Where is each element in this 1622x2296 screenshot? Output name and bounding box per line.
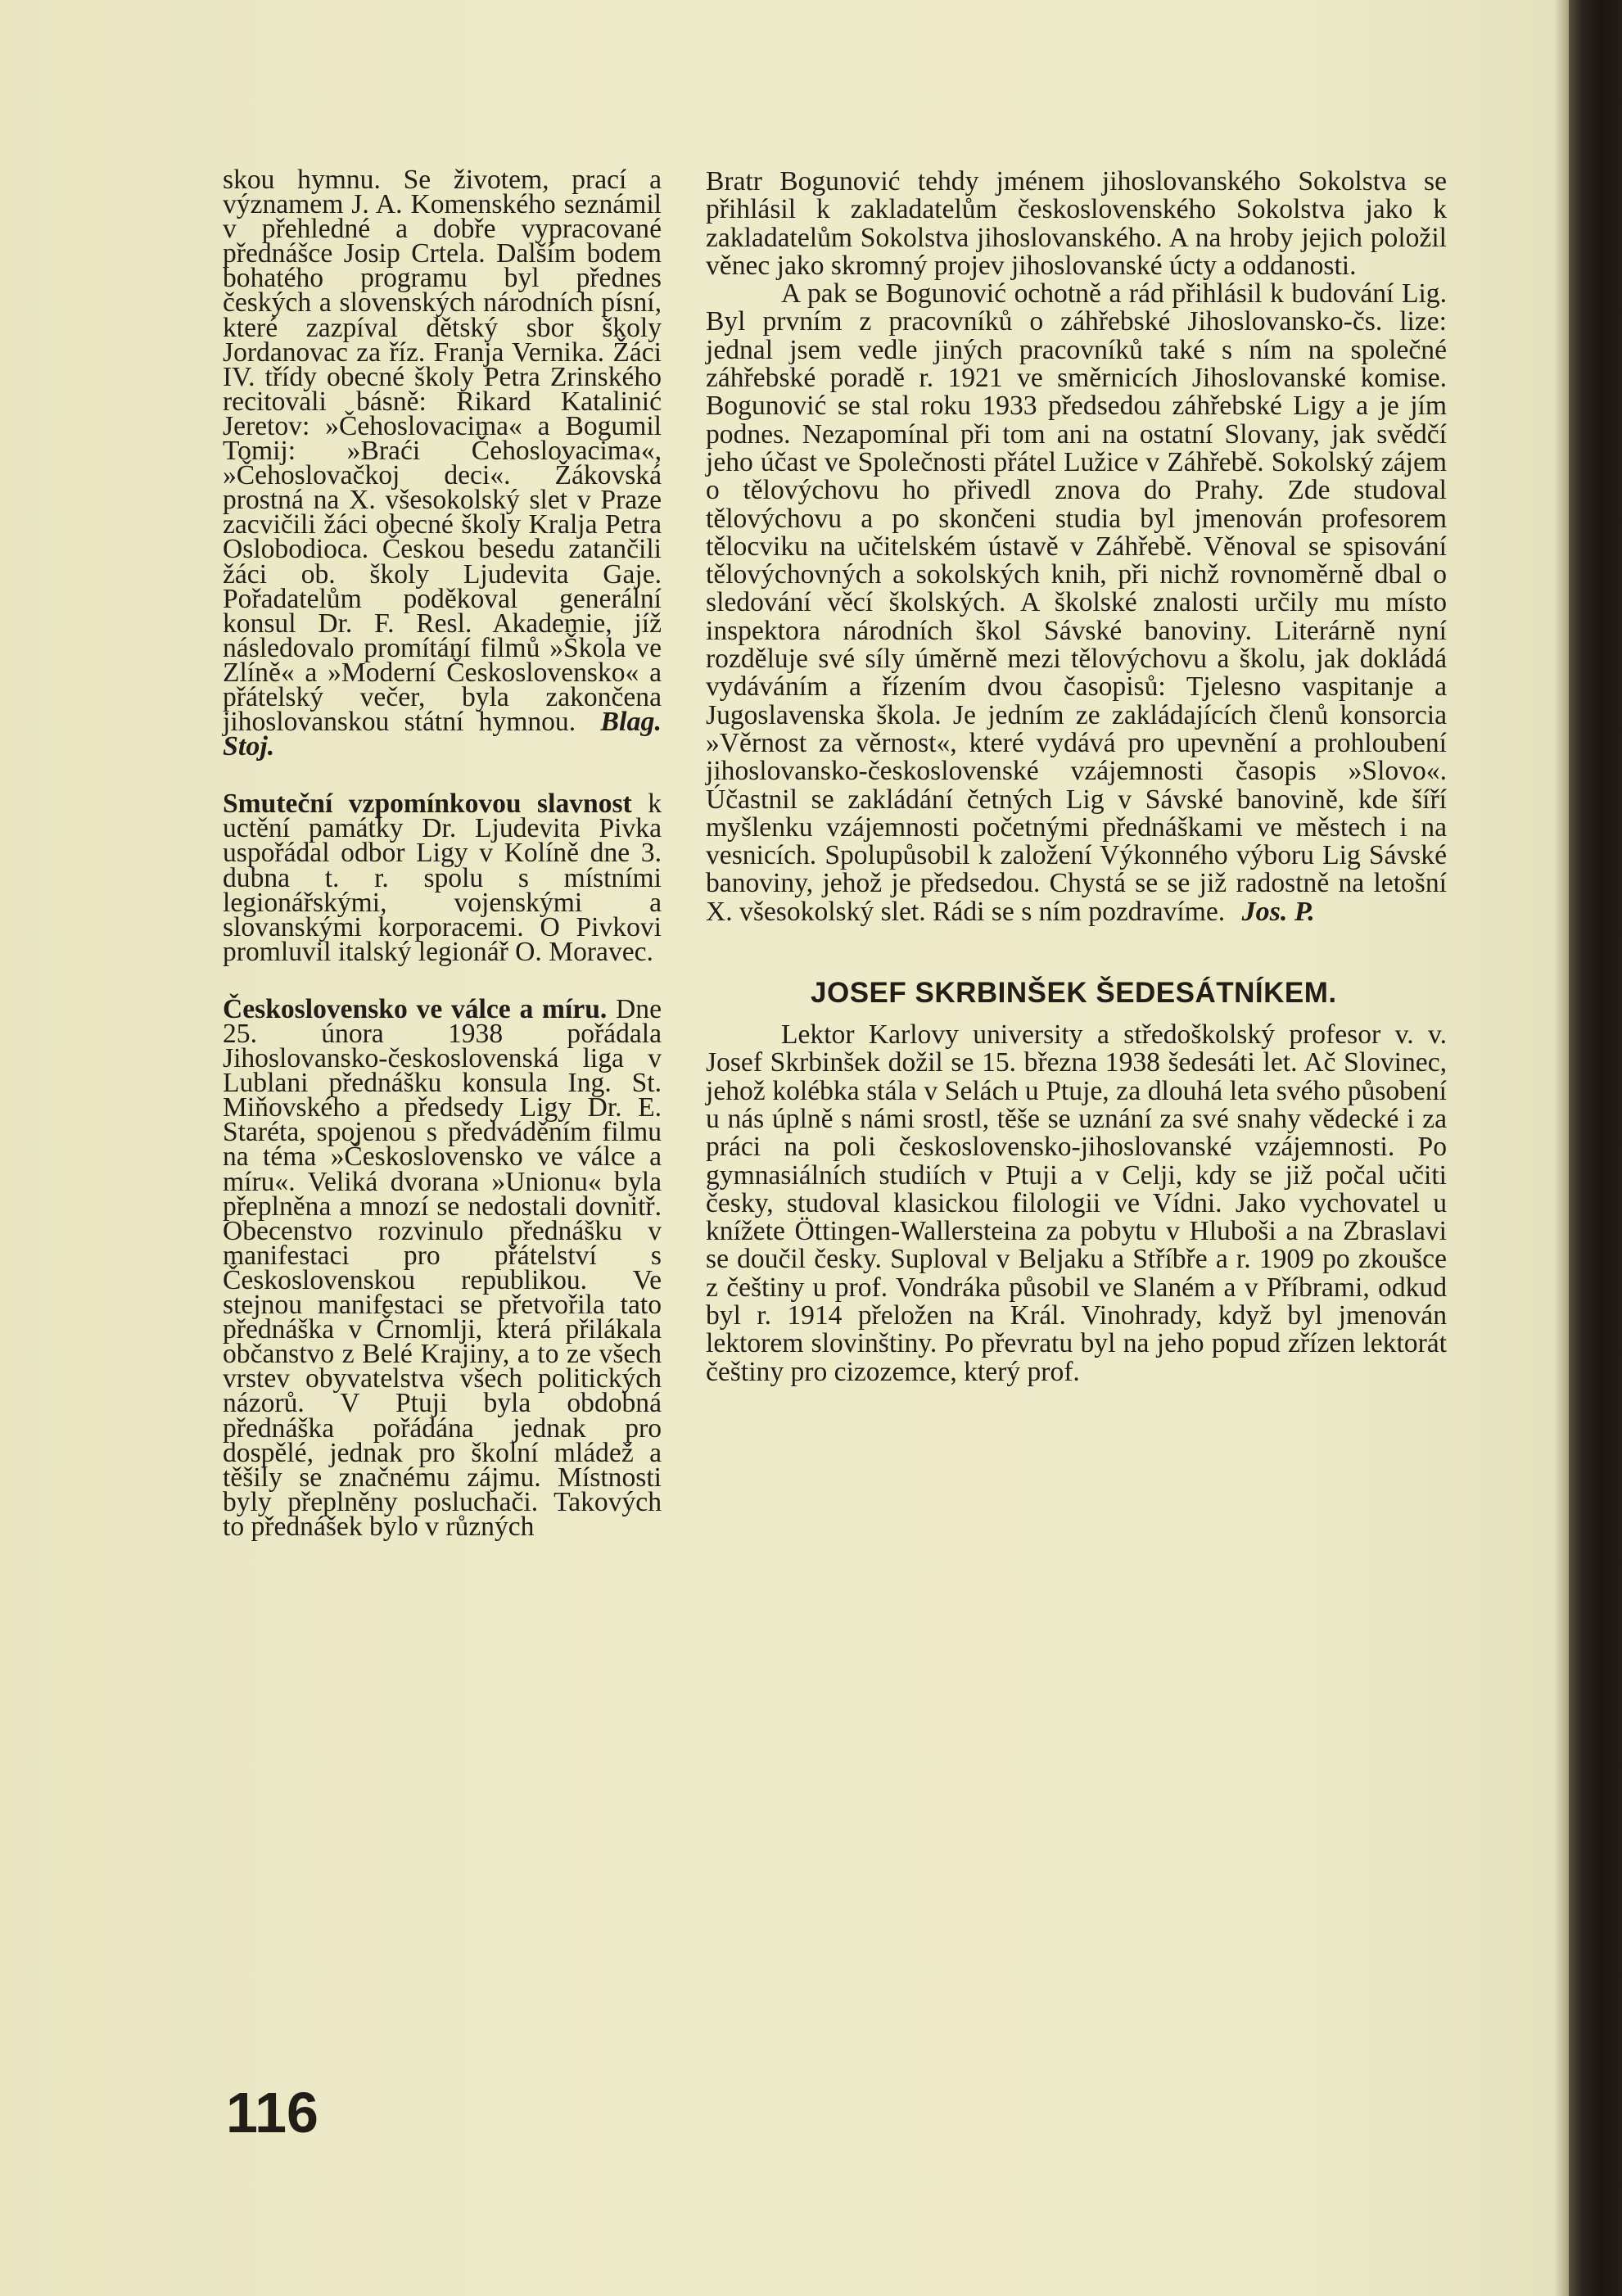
left-column [223,165,662,1542]
left-paragraph-1-text: skou hymnu. Se životem, prací a významem J. A. Komenského seznámil v přehledné a dobře vypracované přednášce Josip Crtela. Dalším bodem bohatého programu byl přednes českých a slovenských národních písní, které zazpíval dětský sbor školy Jordanovac za říz. Franja Vernika. Žáci IV. třídy obecné školy Petra Zrinského recitovali básně: Rikard Katalinić Jeretov: »Čehoslovacima« a Bogumil Tomij: »Braći Čehoslovacima«, »Čehoslovačkoj deci«. Žákovská prostná na X. všesokolský slet v Praze zacvičili žáci obecné školy Kralja Petra Oslobodioca. Českou besedu zatančili žáci ob. školy Ljudevita Gaje. Pořadatelům poděkoval generální konsul Dr. F. Resl. Akademie, jíž následovalo promítání filmů »Škola ve Zlíně« a »Moderní Československo« a přátelský večer, byla zakončena jihoslovanskou státní hymnou. [223,165,662,738]
left-paragraph-3-text: Dne 25. února 1938 pořádala Jihoslovansko-československá liga v Lublani přednášku konsula Ing. St. Miňovského a předsedy Ligy Dr. E. Staréta, spojenou s předváděním filmu na téma »Československo ve válce a míru«. Veliká dvorana »Unionu« byla přeplněna a mnozí se nedostali dovnitř. Obecenstvo rozvinulo přednášku v manifestaci pro přátelství s Československou republikou. Ve stejnou manifestaci se přetvořila tato přednáška v Črnomlji, která přilákala občanstvo z Belé Krajiny, a to ze všech vrstev obyvatelstva všech politických názorů. V Ptuji byla obdobná přednáška pořádána jednak pro dospělé, jednak pro školní mládež a těšily se značnému zájmu. Místnosti byly přeplněny posluchači. Takových to přednášek bylo v různých [223,993,662,1542]
left-paragraph-2 [223,789,662,967]
article-heading: JOSEF SKRBINŠEK ŠEDESÁTNÍKEM. [811,977,1337,1010]
page-gutter-shadow [1554,0,1569,2296]
signature-jos-p: Jos. P. [1241,896,1315,927]
left-paragraph-3-lead: Československo ve válce a míru. [223,993,608,1024]
right-paragraph-2-text: A pak se Bogunović ochotně a rád přihlásil k budování Lig. Byl prvním z pracovníků o záhřebské Jihoslovansko-čs. lize: jednal jsem vedle jiných pracovníků také s ním na společné záhřebské poradě r. 1921 ve směrnicích Jihoslovanské komise. Bogunović se stal roku 1933 předsedou záhřebské Ligy a je jím podnes. Nezapomínal při tom ani na ostatní Slovany, jak svědčí jeho účast ve Společnosti přátel Lužice v Záhřebě. Sokolský zájem o tělovýchovu ho přivedl znova do Prahy. Zde studoval tělovýchovu a po skončeni studia byl jmenován profesorem tělocviku na učitelském ústavě v Záhřebě. Věnoval se spisování tělovýchovných a sokolských knih, při nichž rovnoměrně dbal o sledování věcí školských. A školské znalosti určily mu místo inspektora národních škol Sávské banoviny. Literárně nyní rozděluje své síly úměrně mezi tělovýchovu a školu, jak dokládá vydáváním a řízením dvou časopisů: Tjelesno vaspitanje a Jugoslavenska škola. Je jedním ze zakládajících členů konsorcia »Věrnost za věrnost«, které vydává pro upevnění a prohloubení jihoslovansko-československé vzájemnosti časopis »Slovo«. Účastnil se zakládání četných Lig v Sávské banovině, kde šíří myšlenku vzájemnosti početnými přednáškami ve městech i na vesnicích. Spolupůsobil k založení Výkonného výboru Lig Sávské banoviny, jehož je předsedou. Chystá se se již radostně na letošní X. všesokolský slet. Rádi se s ním pozdravíme. [706,278,1447,927]
left-paragraph-2-text: k uctění památky Dr. Ljudevita Pivka uspořádal odbor Ligy v Kolíně dne 3. dubna t. r. spolu s místními legionářskými, vojenskými a slovanskými korporacemi. O Pivkovi promluvil italský legionář O. Moravec. [223,789,662,967]
page-number: 116 [226,2081,319,2145]
right-paragraph-3: Lektor Karlovy university a středoškolský profesor v. v. Josef Skrbinšek dožil se 15. března 1938 šedesáti let. Ač Slovinec, jehož kolébka stála v Selách u Ptuje, za dlouhá leta svého působení u nás úplně s námi srostl, těše se uznání za své snahy vědecké i za práci na poli československo-jihoslovanské vzájemnosti. Po gymnasiálních studiích v Ptuji a v Celji, kdy se již počal učiti česky, studoval klasickou filologii ve Vídni. Jako vychovatel u knížete Öttingen-Wallersteina za pobytu v Hluboši a na Zbraslavi se doučil česky. Suploval v Beljaku a Stříbře a r. 1909 po zkoušce z češtiny u prof. Vondráka působil ve Slaném a v Příbrami, odkud byl r. 1914 přeložen na Král. Vinohrady, když byl jmenován lektorem slovinštiny. Po převratu byl na jeho popud zřízen lektorát češtiny pro cizozemce, který prof. [706,1019,1447,1387]
right-paragraph-1: Bratr Bogunović tehdy jménem jihoslovanského Sokolstva se přihlásil k zakladatelům československého Sokolstva jako k zakladatelům Sokolstva jihoslovanského. A na hroby jejich položil věnec jako skromný projev jihoslovanské úcty a oddanosti. [706,166,1447,281]
right-column [706,168,1447,1386]
signature-blag-stoj: Blag. Stoj. [223,707,662,762]
left-paragraph-3 [223,993,662,1542]
left-paragraph-2-lead: Smuteční vzpomínkovou slavnost [223,789,632,820]
left-paragraph-1 [223,165,662,762]
right-paragraph-2 [706,280,1447,926]
book-spine [1569,0,1622,2296]
